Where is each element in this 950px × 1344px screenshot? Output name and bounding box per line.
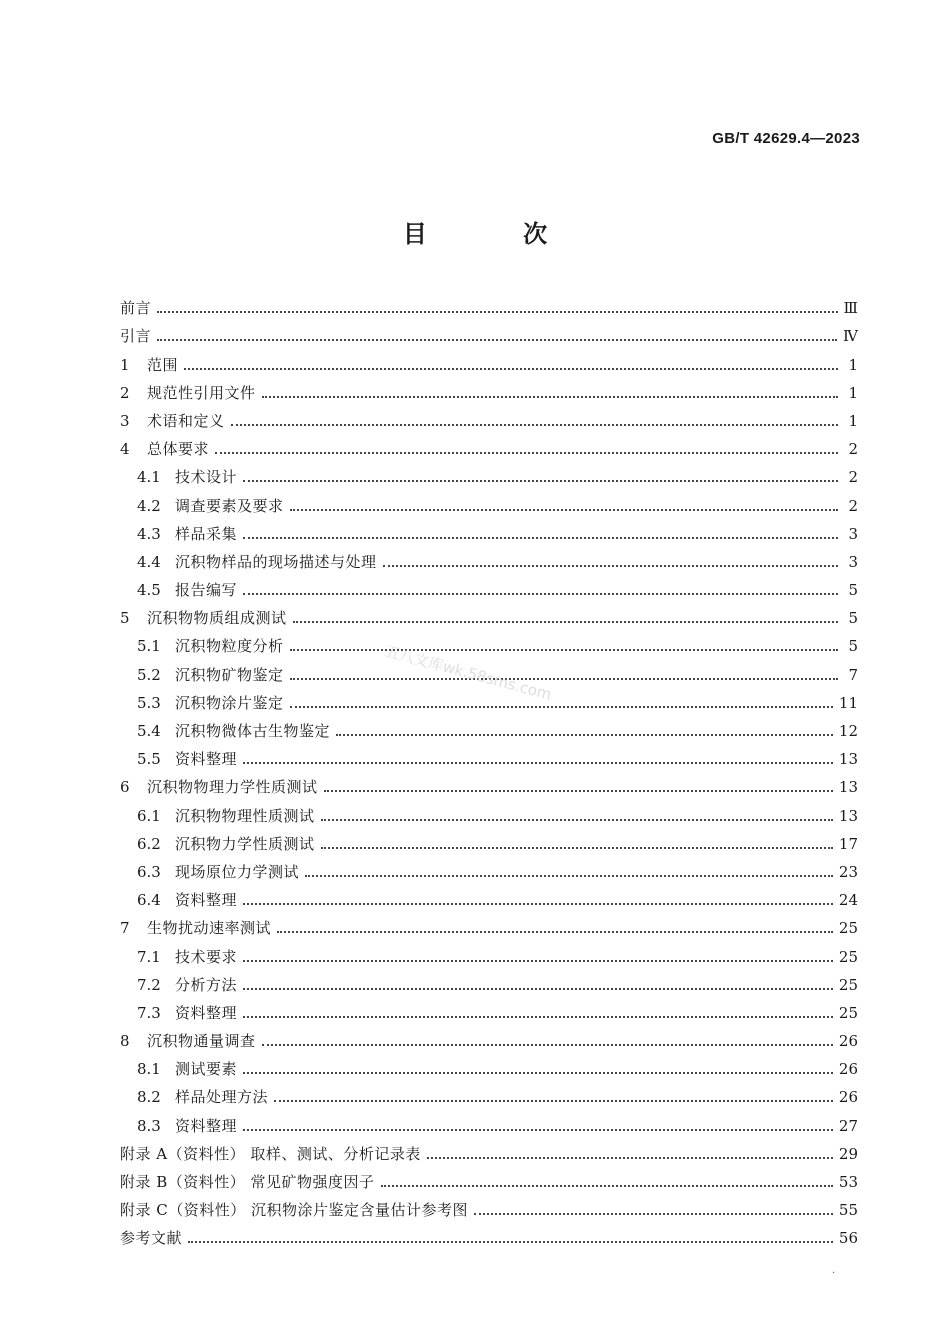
toc-entry[interactable] bbox=[120, 1192, 858, 1220]
toc-dot-leader bbox=[336, 734, 833, 736]
toc-entry-title: 沉积物样品的现场描述与处理 bbox=[175, 552, 377, 571]
toc-entry[interactable] bbox=[120, 854, 858, 882]
toc-entry-title: 沉积物物质组成测试 bbox=[147, 609, 287, 628]
toc-entry-title: 引言 bbox=[120, 327, 152, 346]
toc-dot-leader bbox=[305, 875, 833, 877]
toc-entry-number: 6 bbox=[120, 778, 130, 797]
toc-entry-number: 7.3 bbox=[137, 1003, 161, 1022]
toc-dot-leader bbox=[290, 706, 833, 708]
toc-entry-page: 1 bbox=[848, 355, 858, 374]
toc-entry-page: 1 bbox=[848, 383, 858, 402]
toc-entry-title: 术语和定义 bbox=[147, 411, 225, 430]
toc-entry-title: 测试要素 bbox=[175, 1060, 238, 1079]
toc-entry-title: 沉积物粒度分析 bbox=[175, 637, 284, 656]
toc-entry-title: 参考文献 bbox=[120, 1229, 183, 1248]
toc-entry-number: 8.1 bbox=[137, 1060, 161, 1079]
toc-entry-page: 17 bbox=[838, 834, 858, 853]
toc-entry-page: 23 bbox=[838, 862, 858, 881]
toc-entry-page: 5 bbox=[848, 637, 858, 656]
toc-dot-leader bbox=[321, 847, 833, 849]
toc-entry-page: 2 bbox=[848, 440, 858, 459]
toc-entry-page: Ⅳ bbox=[843, 327, 858, 346]
toc-entry-number: 4.2 bbox=[137, 496, 161, 515]
toc-entry-page: 25 bbox=[838, 919, 858, 938]
toc-entry-number: 5.4 bbox=[137, 722, 161, 740]
toc-dot-leader bbox=[157, 311, 838, 313]
toc-dot-leader bbox=[274, 1100, 833, 1102]
toc-entry-title: 沉积物物理性质测试 bbox=[175, 806, 315, 825]
toc-entry-page: 2 bbox=[848, 468, 858, 487]
toc-entry-page: 5 bbox=[848, 581, 858, 600]
toc-entry-page: 27 bbox=[838, 1116, 858, 1135]
toc-entry-title: 资料整理 bbox=[175, 750, 238, 769]
toc-entry[interactable] bbox=[120, 995, 858, 1023]
toc-dot-leader bbox=[243, 762, 833, 764]
toc-dot-leader bbox=[290, 509, 838, 511]
toc-entry-title: 分析方法 bbox=[175, 975, 238, 994]
toc-dot-leader bbox=[243, 537, 838, 539]
page-title: 目 次 bbox=[402, 219, 592, 248]
page-mark: · bbox=[832, 1268, 836, 1279]
toc-entry[interactable] bbox=[120, 544, 858, 572]
toc-entry-page: 5 bbox=[848, 609, 858, 628]
toc-dot-leader bbox=[381, 1185, 833, 1187]
toc-entry-page: 2 bbox=[848, 496, 858, 515]
toc-dot-leader bbox=[383, 565, 838, 567]
toc-entry-title: 沉积物涂片鉴定 bbox=[175, 693, 284, 712]
toc-entry[interactable] bbox=[120, 1164, 858, 1192]
toc-entry-title: 技术设计 bbox=[175, 468, 238, 487]
watermark: 五八文库wk.58sms.com bbox=[382, 641, 554, 704]
toc-entry[interactable] bbox=[120, 1023, 858, 1051]
toc-entry-page: 13 bbox=[838, 806, 858, 825]
toc-entry[interactable] bbox=[120, 403, 858, 431]
toc-entry[interactable] bbox=[120, 487, 858, 515]
toc-entry-number: 6.2 bbox=[137, 834, 161, 853]
toc-dot-leader bbox=[243, 1129, 833, 1131]
toc-entry-title: 规范性引用文件 bbox=[147, 383, 256, 402]
toc-dot-leader bbox=[290, 678, 838, 680]
toc-dot-leader bbox=[321, 819, 833, 821]
toc-entry-number: 3 bbox=[120, 411, 130, 430]
toc-entry-number: 7.2 bbox=[137, 975, 161, 994]
toc-entry-title: 样品采集 bbox=[175, 524, 238, 543]
toc-entry-title: 报告编写 bbox=[175, 581, 238, 600]
toc-dot-leader bbox=[243, 960, 833, 962]
toc-entry-number: 7 bbox=[120, 919, 130, 938]
toc-dot-leader bbox=[324, 790, 833, 792]
toc-entry-page: 29 bbox=[838, 1144, 858, 1163]
standard-code: GB/T 42629.4—2023 bbox=[712, 130, 860, 147]
toc-dot-leader bbox=[243, 1016, 833, 1018]
toc-entry[interactable] bbox=[120, 572, 858, 600]
toc-entry-number: 7.1 bbox=[137, 947, 161, 966]
toc-entry-page: 11 bbox=[838, 693, 858, 712]
toc-entry-title: 沉积物微体古生物鉴定 bbox=[175, 722, 331, 740]
toc-dot-leader bbox=[243, 1072, 833, 1074]
toc-entry-number: 5.5 bbox=[137, 750, 161, 769]
toc-entry[interactable] bbox=[120, 910, 858, 938]
toc-entry-page: 3 bbox=[848, 552, 858, 571]
toc-entry-number: 8.2 bbox=[137, 1088, 161, 1107]
toc-dot-leader bbox=[215, 452, 838, 454]
toc-entry-page: 25 bbox=[838, 1003, 858, 1022]
toc-entry-page: 53 bbox=[838, 1173, 858, 1191]
toc-entry-title: 资料整理 bbox=[175, 1116, 238, 1135]
toc-entry[interactable] bbox=[120, 516, 858, 544]
toc-entry-title: 沉积物力学性质测试 bbox=[175, 834, 315, 853]
toc-entry-title: 范围 bbox=[147, 355, 179, 374]
toc-entry-page: 25 bbox=[838, 947, 858, 966]
toc-entry-title: 沉积物矿物鉴定 bbox=[175, 665, 284, 684]
toc-entry[interactable] bbox=[120, 1107, 858, 1135]
toc-entry-number: 4.3 bbox=[137, 524, 161, 543]
toc-entry-page: 13 bbox=[838, 778, 858, 797]
toc-entry-page: 24 bbox=[838, 891, 858, 910]
toc-entry[interactable] bbox=[120, 375, 858, 403]
toc-entry-page: Ⅲ bbox=[843, 299, 858, 318]
toc-dot-leader bbox=[277, 931, 833, 933]
toc-entry-page: 25 bbox=[838, 975, 858, 994]
toc-entry-title: 调查要素及要求 bbox=[175, 496, 284, 515]
toc-entry-title: 前言 bbox=[120, 299, 152, 318]
toc-dot-leader bbox=[157, 339, 837, 341]
toc-entry-number: 6.1 bbox=[137, 806, 161, 825]
toc-dot-leader bbox=[293, 621, 838, 623]
toc-entry-number: 6.3 bbox=[137, 862, 161, 881]
toc-entry-page: 55 bbox=[838, 1201, 858, 1220]
toc-entry-number: 4.5 bbox=[137, 581, 161, 600]
toc-entry-number: 4.4 bbox=[137, 552, 161, 571]
toc-entry[interactable] bbox=[120, 713, 858, 741]
toc-dot-leader bbox=[243, 593, 838, 595]
toc-dot-leader bbox=[243, 480, 838, 482]
toc-entry[interactable] bbox=[120, 346, 858, 374]
toc-entry[interactable] bbox=[120, 1136, 858, 1164]
toc-entry[interactable] bbox=[120, 1051, 858, 1079]
toc-entry[interactable] bbox=[120, 431, 858, 459]
toc-entry-number: 4 bbox=[120, 440, 130, 459]
toc-entry[interactable] bbox=[120, 769, 858, 797]
toc-entry[interactable] bbox=[120, 741, 858, 769]
toc-entry[interactable] bbox=[120, 938, 858, 966]
toc-entry-page: 13 bbox=[838, 750, 858, 769]
table-of-contents bbox=[120, 290, 858, 1248]
toc-dot-leader bbox=[474, 1213, 833, 1215]
toc-entry-number: 5.3 bbox=[137, 693, 161, 712]
toc-entry-number: 5 bbox=[120, 609, 130, 628]
toc-dot-leader bbox=[231, 424, 838, 426]
toc-entry-page: 26 bbox=[838, 1088, 858, 1107]
toc-entry-number: 6.4 bbox=[137, 891, 161, 910]
toc-entry-page: 7 bbox=[848, 665, 858, 684]
toc-entry-title: 沉积物通量调查 bbox=[147, 1032, 256, 1051]
toc-dot-leader bbox=[188, 1241, 833, 1243]
toc-entry-title: 资料整理 bbox=[175, 1003, 238, 1022]
toc-entry-page: 26 bbox=[838, 1032, 858, 1051]
toc-entry-page: 3 bbox=[848, 524, 858, 543]
toc-entry-title: 技术要求 bbox=[175, 947, 238, 966]
toc-entry-title: 附录 A（资料性） 取样、测试、分析记录表 bbox=[120, 1144, 421, 1163]
toc-entry-title: 样品处理方法 bbox=[175, 1088, 269, 1107]
toc-entry[interactable] bbox=[120, 967, 858, 995]
toc-entry-page: 1 bbox=[848, 411, 858, 430]
toc-entry-page: 26 bbox=[838, 1060, 858, 1079]
toc-entry[interactable] bbox=[120, 826, 858, 854]
toc-entry-title: 生物扰动速率测试 bbox=[147, 919, 272, 938]
toc-entry-number: 4.1 bbox=[137, 468, 161, 487]
toc-entry-number: 2 bbox=[120, 383, 130, 402]
toc-entry-title: 沉积物物理力学性质测试 bbox=[147, 778, 318, 797]
toc-entry[interactable] bbox=[120, 600, 858, 628]
toc-entry-title: 附录 C（资料性） 沉积物涂片鉴定含量估计参考图 bbox=[120, 1201, 469, 1220]
toc-entry[interactable] bbox=[120, 290, 858, 318]
toc-dot-leader bbox=[262, 396, 838, 398]
toc-entry[interactable] bbox=[120, 628, 858, 656]
toc-entry[interactable] bbox=[120, 1220, 858, 1248]
toc-dot-leader bbox=[243, 988, 833, 990]
toc-entry-title: 资料整理 bbox=[175, 891, 238, 910]
toc-entry-number: 1 bbox=[120, 355, 130, 374]
toc-dot-leader bbox=[427, 1157, 833, 1159]
toc-entry[interactable] bbox=[120, 1079, 858, 1107]
toc-entry-page: 12 bbox=[838, 722, 858, 740]
toc-dot-leader bbox=[290, 649, 838, 651]
toc-entry[interactable] bbox=[120, 459, 858, 487]
toc-entry-number: 8.3 bbox=[137, 1116, 161, 1135]
toc-entry[interactable] bbox=[120, 318, 858, 346]
toc-entry-title: 附录 B（资料性） 常见矿物强度因子 bbox=[120, 1173, 375, 1191]
toc-entry-page: 56 bbox=[838, 1229, 858, 1248]
toc-dot-leader bbox=[184, 368, 838, 370]
toc-dot-leader bbox=[243, 903, 833, 905]
toc-entry[interactable] bbox=[120, 882, 858, 910]
toc-dot-leader bbox=[262, 1044, 833, 1046]
toc-entry-number: 5.1 bbox=[137, 637, 161, 656]
toc-entry-number: 8 bbox=[120, 1032, 130, 1051]
toc-entry-title: 现场原位力学测试 bbox=[175, 862, 300, 881]
toc-entry[interactable] bbox=[120, 797, 858, 825]
toc-entry-title: 总体要求 bbox=[147, 440, 210, 459]
toc-entry-number: 5.2 bbox=[137, 665, 161, 684]
